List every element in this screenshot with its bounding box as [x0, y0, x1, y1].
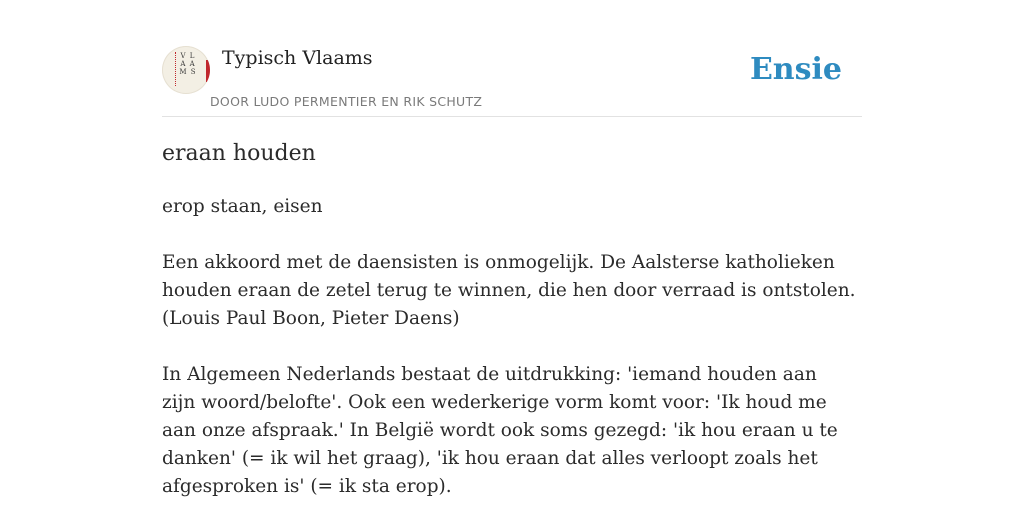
site-header: [162, 44, 862, 117]
typisch-vlaams-logo-icon[interactable]: [162, 46, 210, 94]
logo-red-bar: [206, 60, 210, 82]
logo-letters: V L A A M S: [179, 52, 197, 76]
entry-example: [162, 249, 862, 333]
entry-definition: erop staan, eisen: [162, 196, 323, 217]
collection-authors: DOOR LUDO PERMENTIER EN RIK SCHUTZ: [210, 94, 483, 109]
example-source: (Louis Paul Boon, Pieter Daens): [162, 308, 460, 329]
entry-note: In Algemeen Nederlands bestaat de uitdrukking: 'iemand houden aan zijn woord/belofte'. Ook een wederkerige vorm komt voor: 'Ik houd me aan onze afspraak.' In België wordt ook soms gezegd: 'ik hou eraan u te danken' (= ik wil het graag), 'ik hou eraan dat alles verloopt zoals het afgesproken is' (= ik sta erop).: [162, 364, 838, 497]
entry-term: eraan houden: [162, 141, 316, 166]
example-quote: Een akkoord met de daensisten is onmogelijk. De Aalsterse katholieken houden eraan de zetel terug te winnen, die hen door verraad is ontstolen.: [162, 252, 856, 301]
collection-title[interactable]: Typisch Vlaams: [222, 47, 373, 69]
ensie-brand-link[interactable]: Ensie: [749, 52, 842, 87]
